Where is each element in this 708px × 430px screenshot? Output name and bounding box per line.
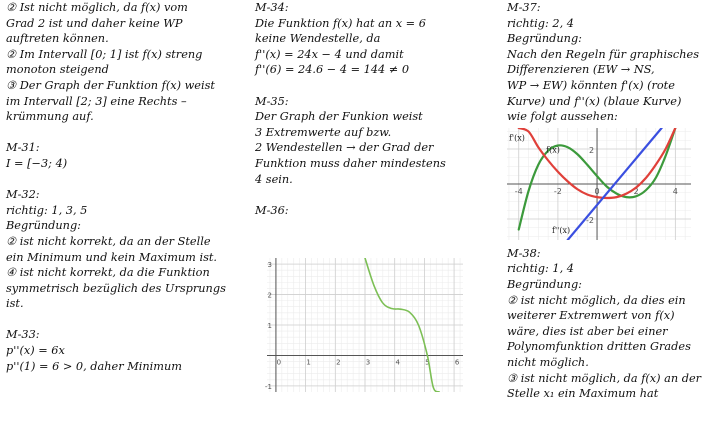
- text-line: M-31:: [6, 141, 40, 155]
- text-line: auftreten können.: [6, 32, 109, 46]
- text-line: wie folgt aussehen:: [507, 110, 618, 124]
- text-line: Stelle x₁ ein Maximum hat: [507, 387, 659, 401]
- x-tick-label: 6: [454, 358, 460, 367]
- text-line: ③ ist nicht möglich, da f(x) an der: [507, 371, 702, 385]
- text-line: Der Graph der Funkion weist: [255, 110, 423, 124]
- text-line: 2 Wendestellen → der Grad der: [255, 141, 434, 155]
- text-line: krümmung auf.: [6, 110, 94, 124]
- text-line: p''(1) = 6 > 0, daher Minimum: [6, 359, 182, 373]
- m38-block: [507, 246, 707, 402]
- text-line: M-32:: [6, 188, 40, 202]
- x-tick-label: 0: [276, 358, 282, 367]
- column-1: [6, 0, 246, 374]
- text-line: Nach den Regeln für graphisches: [507, 47, 700, 61]
- text-line: ② ist nicht korrekt, da an der Stelle: [6, 234, 211, 248]
- y-tick-label: 3: [267, 261, 272, 270]
- x-tick-label: 1: [306, 358, 311, 367]
- y-tick-label: 2: [588, 145, 595, 155]
- x-tick-label: -4: [514, 186, 523, 196]
- text-line: M-34:: [255, 1, 289, 14]
- text-line: [255, 187, 495, 203]
- text-line: Differenzieren (EW → NS,: [507, 63, 655, 77]
- x-tick-label: 5: [425, 358, 430, 367]
- text-line: M-38:: [507, 246, 541, 260]
- text-line: M-36:: [255, 203, 289, 217]
- text-line: I = [−3; 4): [6, 156, 68, 170]
- text-line: ein Minimum und kein Maximum ist.: [6, 250, 218, 264]
- text-line: [255, 78, 495, 94]
- text-line: 4 sein.: [255, 172, 293, 186]
- curve-annotation: f(x): [546, 145, 560, 155]
- y-tick-label: 2: [267, 291, 272, 300]
- m36-graph: [255, 254, 465, 394]
- curve-annotation: f''(x): [552, 225, 571, 235]
- text-line: M-37:: [507, 1, 541, 14]
- text-line: Begründung:: [507, 277, 582, 291]
- text-line: M-33:: [6, 328, 40, 342]
- x-tick-label: 2: [633, 186, 639, 196]
- derivative-graph: [507, 128, 691, 240]
- text-line: WP → EW) könnten f'(x) (rote: [507, 78, 675, 92]
- x-tick-label: 4: [395, 358, 400, 367]
- text-line: Die Funktion f(x) hat an x = 6: [255, 16, 426, 30]
- text-line: ② ist nicht möglich, da dies ein: [507, 293, 686, 307]
- text-line: Kurve) und f''(x) (blaue Kurve): [507, 94, 682, 108]
- x-tick-label: 2: [336, 358, 341, 367]
- text-line: keine Wendestelle, da: [255, 32, 381, 46]
- text-line: f''(6) = 24.6 − 4 = 144 ≠ 0: [255, 63, 410, 77]
- text-line: Begründung:: [507, 32, 582, 46]
- m37-block: [507, 0, 707, 125]
- text-line: nicht möglich.: [507, 355, 589, 369]
- text-line: Funktion muss daher mindestens: [255, 156, 446, 170]
- text-line: ② Im Intervall [0; 1] ist f(x) streng: [6, 47, 203, 61]
- y-tick-label: 1: [267, 322, 272, 330]
- text-line: M-35:: [255, 94, 289, 108]
- text-line: ② Ist nicht möglich, da f(x) vom: [6, 1, 188, 14]
- text-line: [6, 172, 246, 188]
- text-line: symmetrisch bezüglich des Ursprungs: [6, 281, 226, 295]
- text-line: f''(x) = 24x − 4 und damit: [255, 47, 404, 61]
- text-line: ③ Der Graph der Funktion f(x) weist: [6, 78, 215, 92]
- text-line: Polynomfunktion dritten Grades: [507, 340, 691, 354]
- text-line: [6, 312, 246, 328]
- text-line: p''(x) = 6x: [6, 344, 65, 358]
- text-line: richtig: 2, 4: [507, 16, 574, 30]
- text-line: 3 Extremwerte auf bzw.: [255, 125, 392, 139]
- x-tick-label: -2: [553, 186, 562, 196]
- text-line: [6, 125, 246, 141]
- curve-annotation: f'(x): [508, 133, 525, 142]
- y-tick-label: -2: [586, 215, 595, 225]
- text-line: Begründung:: [6, 219, 81, 233]
- y-tick-label: -1: [264, 382, 272, 391]
- text-line: ④ ist nicht korrekt, da die Funktion: [6, 266, 210, 280]
- text-line: ist.: [6, 297, 24, 311]
- text-line: richtig: 1, 4: [507, 262, 574, 276]
- text-line: Grad 2 ist und daher keine WP: [6, 16, 183, 30]
- x-tick-label: 4: [672, 186, 678, 196]
- text-line: richtig: 1, 3, 5: [6, 203, 88, 217]
- text-line: monoton steigend: [6, 63, 109, 77]
- text-line: wäre, dies ist aber bei einer: [507, 324, 668, 338]
- x-tick-label: 3: [365, 358, 371, 367]
- x-tick-label: 0: [594, 186, 600, 196]
- column-2: [255, 0, 495, 218]
- text-line: im Intervall [2; 3] eine Rechts –: [6, 94, 187, 108]
- text-line: weiterer Extremwert von f(x): [507, 309, 675, 323]
- column-3: [507, 0, 707, 402]
